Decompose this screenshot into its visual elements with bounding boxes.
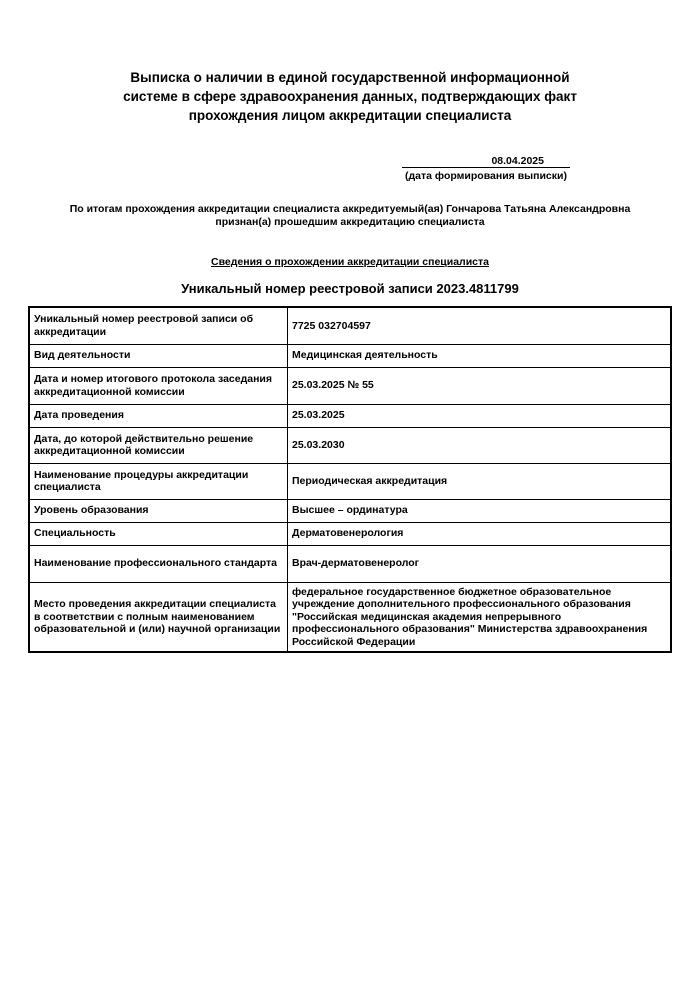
title-line-2: системе в сфере здравоохранения данных, подтверждающих факт — [123, 89, 577, 104]
row-label: Наименование процедуры аккредитации специалиста — [29, 463, 288, 499]
row-value: 7725 032704597 — [288, 307, 672, 344]
table-row — [29, 344, 671, 367]
row-label: Уровень образования — [29, 499, 288, 522]
row-label: Специальность — [29, 522, 288, 545]
issue-date-block — [402, 155, 570, 183]
row-value: 25.03.2025 № 55 — [288, 367, 672, 404]
row-label: Место проведения аккредитации специалиста в соответствии с полным наименованием образовательной и (или) научной организации — [29, 582, 288, 652]
table-row — [29, 582, 671, 652]
table-row — [29, 404, 671, 427]
document-title — [60, 68, 640, 125]
accreditation-result — [30, 203, 670, 229]
title-line-1: Выписка о наличии в единой государственной информационной — [130, 70, 570, 85]
row-value: 25.03.2030 — [288, 427, 672, 463]
table-row — [29, 522, 671, 545]
row-value: Дерматовенерология — [288, 522, 672, 545]
section-heading: Сведения о прохождении аккредитации специалиста — [211, 256, 489, 268]
row-label: Вид деятельности — [29, 344, 288, 367]
title-line-3: прохождения лицом аккредитации специалиста — [188, 108, 512, 123]
issue-date-caption: (дата формирования выписки) — [405, 170, 567, 182]
row-label: Наименование профессионального стандарта — [29, 545, 288, 582]
row-value: 25.03.2025 — [288, 404, 672, 427]
row-label: Дата и номер итогового протокола заседания аккредитационной комиссии — [29, 367, 288, 404]
accreditation-details-table — [28, 306, 672, 653]
table-row — [29, 499, 671, 522]
table-row — [29, 463, 671, 499]
table-row — [29, 545, 671, 582]
table-row — [29, 427, 671, 463]
result-line-1: По итогам прохождения аккредитации специалиста аккредитуемый(ая) Гончарова Татьяна Александровна — [69, 203, 631, 215]
result-line-2: признан(а) прошедшим аккредитацию специалиста — [215, 216, 485, 228]
row-label: Уникальный номер реестровой записи об аккредитации — [29, 307, 288, 344]
registry-title: Уникальный номер реестровой записи 2023.4811799 — [181, 281, 519, 296]
row-label: Дата, до которой действительно решение аккредитационной комиссии — [29, 427, 288, 463]
row-value: Медицинская деятельность — [288, 344, 672, 367]
issue-date: 08.04.2025 — [402, 155, 570, 168]
row-label: Дата проведения — [29, 404, 288, 427]
table-row — [29, 307, 671, 344]
row-value: федеральное государственное бюджетное образовательное учреждение дополнительного профессионального образования "Российская медицинская академия непрерывного профессионального образования" Министерства здравоохранения Российской Федерации — [288, 582, 672, 652]
row-value: Высшее – ординатура — [288, 499, 672, 522]
table-row — [29, 367, 671, 404]
row-value: Врач-дерматовенеролог — [288, 545, 672, 582]
row-value: Периодическая аккредитация — [288, 463, 672, 499]
